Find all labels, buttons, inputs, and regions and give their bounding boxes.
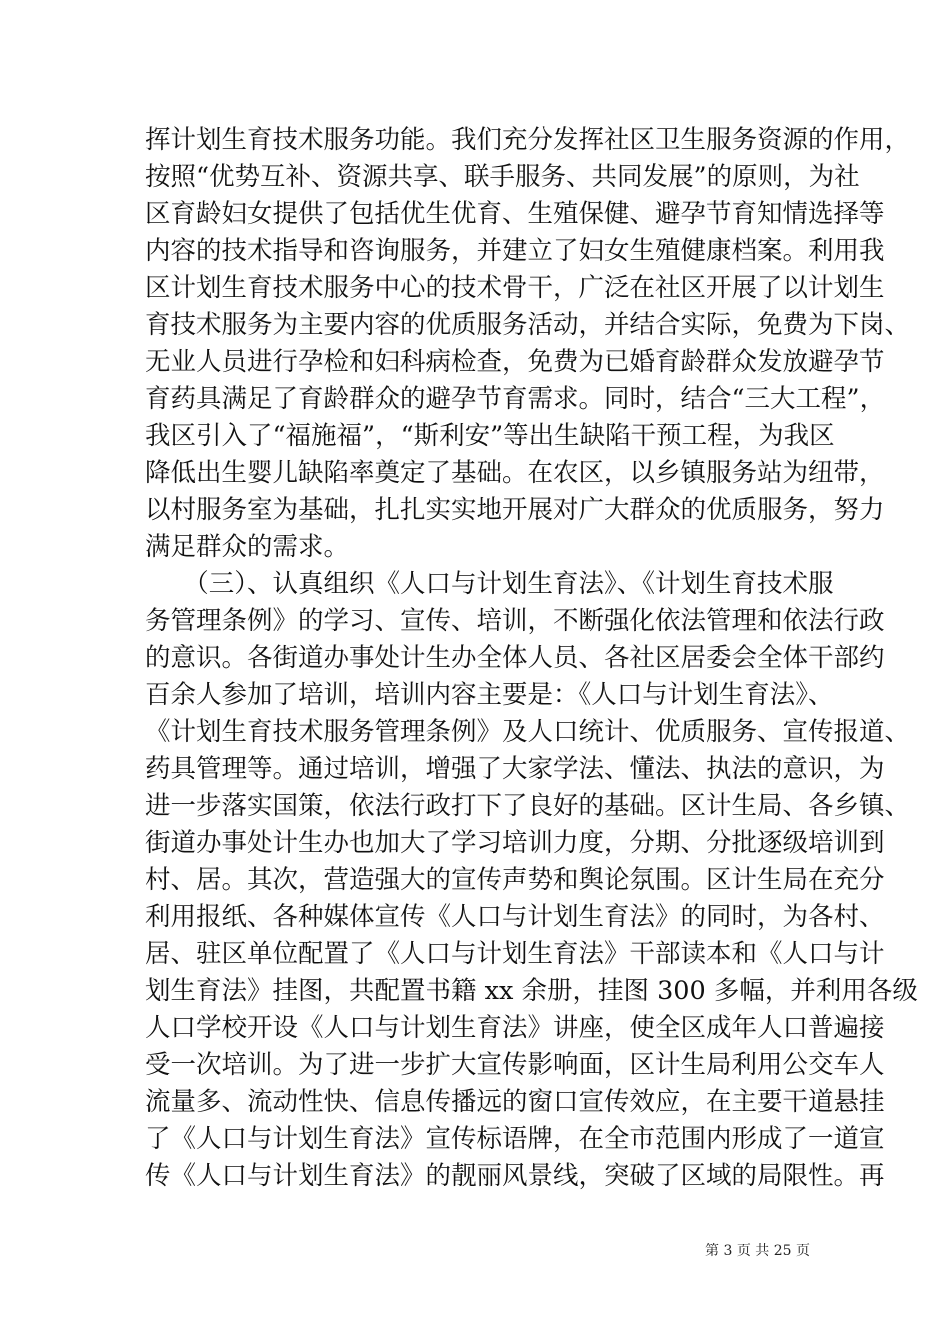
document-body	[145, 122, 918, 1195]
text-line: （三）、认真组织《人口与计划生育法》、《计划生育技术服	[145, 569, 834, 599]
text-line: 育药具满足了育龄群众的避孕节育需求。同时，结合“三大工程”，	[145, 384, 886, 414]
text-line: 区育龄妇女提供了包括优生优育、生殖保健、避孕节育知情选择等	[145, 199, 885, 229]
text-line: 我区引入了“福施福”，“斯利安”等出生缺陷干预工程，为我区	[145, 421, 835, 451]
text-line: 挥计划生育技术服务功能。我们充分发挥社区卫生服务资源的作用，	[145, 125, 911, 155]
text-line: 药具管理等。通过培训，增强了大家学法、懂法、执法的意识，为	[145, 754, 885, 784]
text-line: 传《人口与计划生育法》的靓丽风景线，突破了区域的局限性。再	[145, 1161, 885, 1191]
text-line: 的意识。各街道办事处计生办全体人员、各社区居委会全体干部约	[145, 643, 885, 673]
text-line: 利用报纸、各种媒体宣传《人口与计划生育法》的同时，为各村、	[145, 902, 885, 932]
text-line: 降低出生婴儿缺陷率奠定了基础。在农区，以乡镇服务站为纽带，	[145, 458, 885, 488]
text-line: 满足群众的需求。	[145, 532, 350, 562]
text-line: 人口学校开设《人口与计划生育法》讲座，使全区成年人口普遍接	[145, 1013, 885, 1043]
text-line: 了《人口与计划生育法》宣传标语牌，在全市范围内形成了一道宣	[145, 1124, 885, 1154]
text-line: 划生育法》挂图，共配置书籍 xx 余册，挂图 300 多幅，并利用各级	[145, 976, 918, 1006]
text-line: 务管理条例》的学习、宣传、培训，不断强化依法管理和依法行政	[145, 606, 885, 636]
text-line: 受一次培训。为了进一步扩大宣传影响面，区计生局利用公交车人	[145, 1050, 885, 1080]
text-line: 以村服务室为基础，扎扎实实地开展对广大群众的优质服务，努力	[145, 495, 885, 525]
text-line: 区计划生育技术服务中心的技术骨干，广泛在社区开展了以计划生	[145, 273, 885, 303]
text-line: 内容的技术指导和咨询服务，并建立了妇女生殖健康档案。利用我	[145, 236, 885, 266]
page-number: 第 3 页 共 25 页	[705, 1243, 810, 1259]
text-line: 进一步落实国策，依法行政打下了良好的基础。区计生局、各乡镇、	[145, 791, 911, 821]
text-line: 居、驻区单位配置了《人口与计划生育法》干部读本和《人口与计	[145, 939, 885, 969]
text-line: 流量多、流动性快、信息传播远的窗口宣传效应，在主要干道悬挂	[145, 1087, 885, 1117]
text-line: 无业人员进行孕检和妇科病检查，免费为已婚育龄群众发放避孕节	[145, 347, 885, 377]
paragraph-1	[145, 122, 911, 566]
text-line: 百余人参加了培训，培训内容主要是：《人口与计划生育法》、	[145, 680, 834, 710]
text-line: 村、居。其次，营造强大的宣传声势和舆论氛围。区计生局在充分	[145, 865, 885, 895]
text-line: 育技术服务为主要内容的优质服务活动，并结合实际，免费为下岗、	[145, 310, 911, 340]
text-line: 《计划生育技术服务管理条例》及人口统计、优质服务、宣传报道、	[145, 717, 911, 747]
text-line: 街道办事处计生办也加大了学习培训力度，分期、分批逐级培训到	[145, 828, 885, 858]
text-line: 按照“优势互补、资源共享、联手服务、共同发展”的原则，为社	[145, 162, 860, 192]
paragraph-2	[145, 566, 918, 1195]
